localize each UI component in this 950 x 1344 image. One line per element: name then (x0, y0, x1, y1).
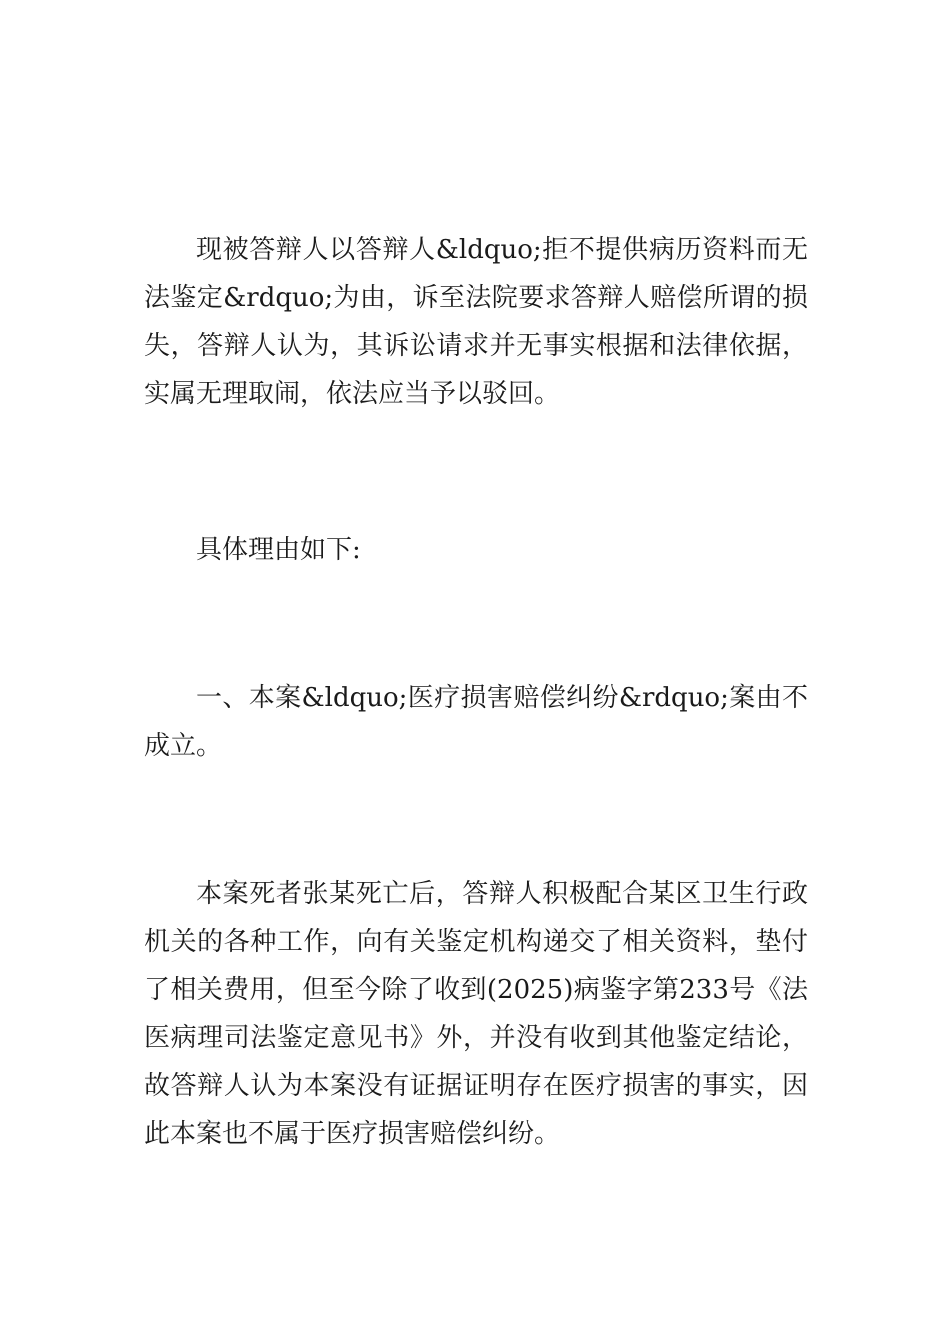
paragraph-section-one-heading: 一、本案&ldquo;医疗损害赔偿纠纷&rdquo;案由不成立。 (144, 683, 808, 761)
paragraph-reasons-intro: 具体理由如下: (196, 535, 361, 565)
paragraph-section-one-body: 本案死者张某死亡后，答辩人积极配合某区卫生行政机关的各种工作，向有关鉴定机构递交了相关资料，垫付了相关费用，但至今除了收到(2025)病鉴字第233号《法医病理司法鉴定意见书》外，并没有收到其他鉴定结论，故答辩人认为本案没有证据证明存在医疗损害的事实，因此本案也不属于医疗损害赔偿纠纷。 (144, 879, 808, 1149)
paragraph-defense-statement: 现被答辩人以答辩人&ldquo;拒不提供病历资料而无法鉴定&rdquo;为由，诉至法院要求答辩人赔偿所谓的损失，答辩人认为，其诉讼请求并无事实根据和法律依据，实属无理取闹，依法应当予以驳回。 (144, 235, 808, 409)
